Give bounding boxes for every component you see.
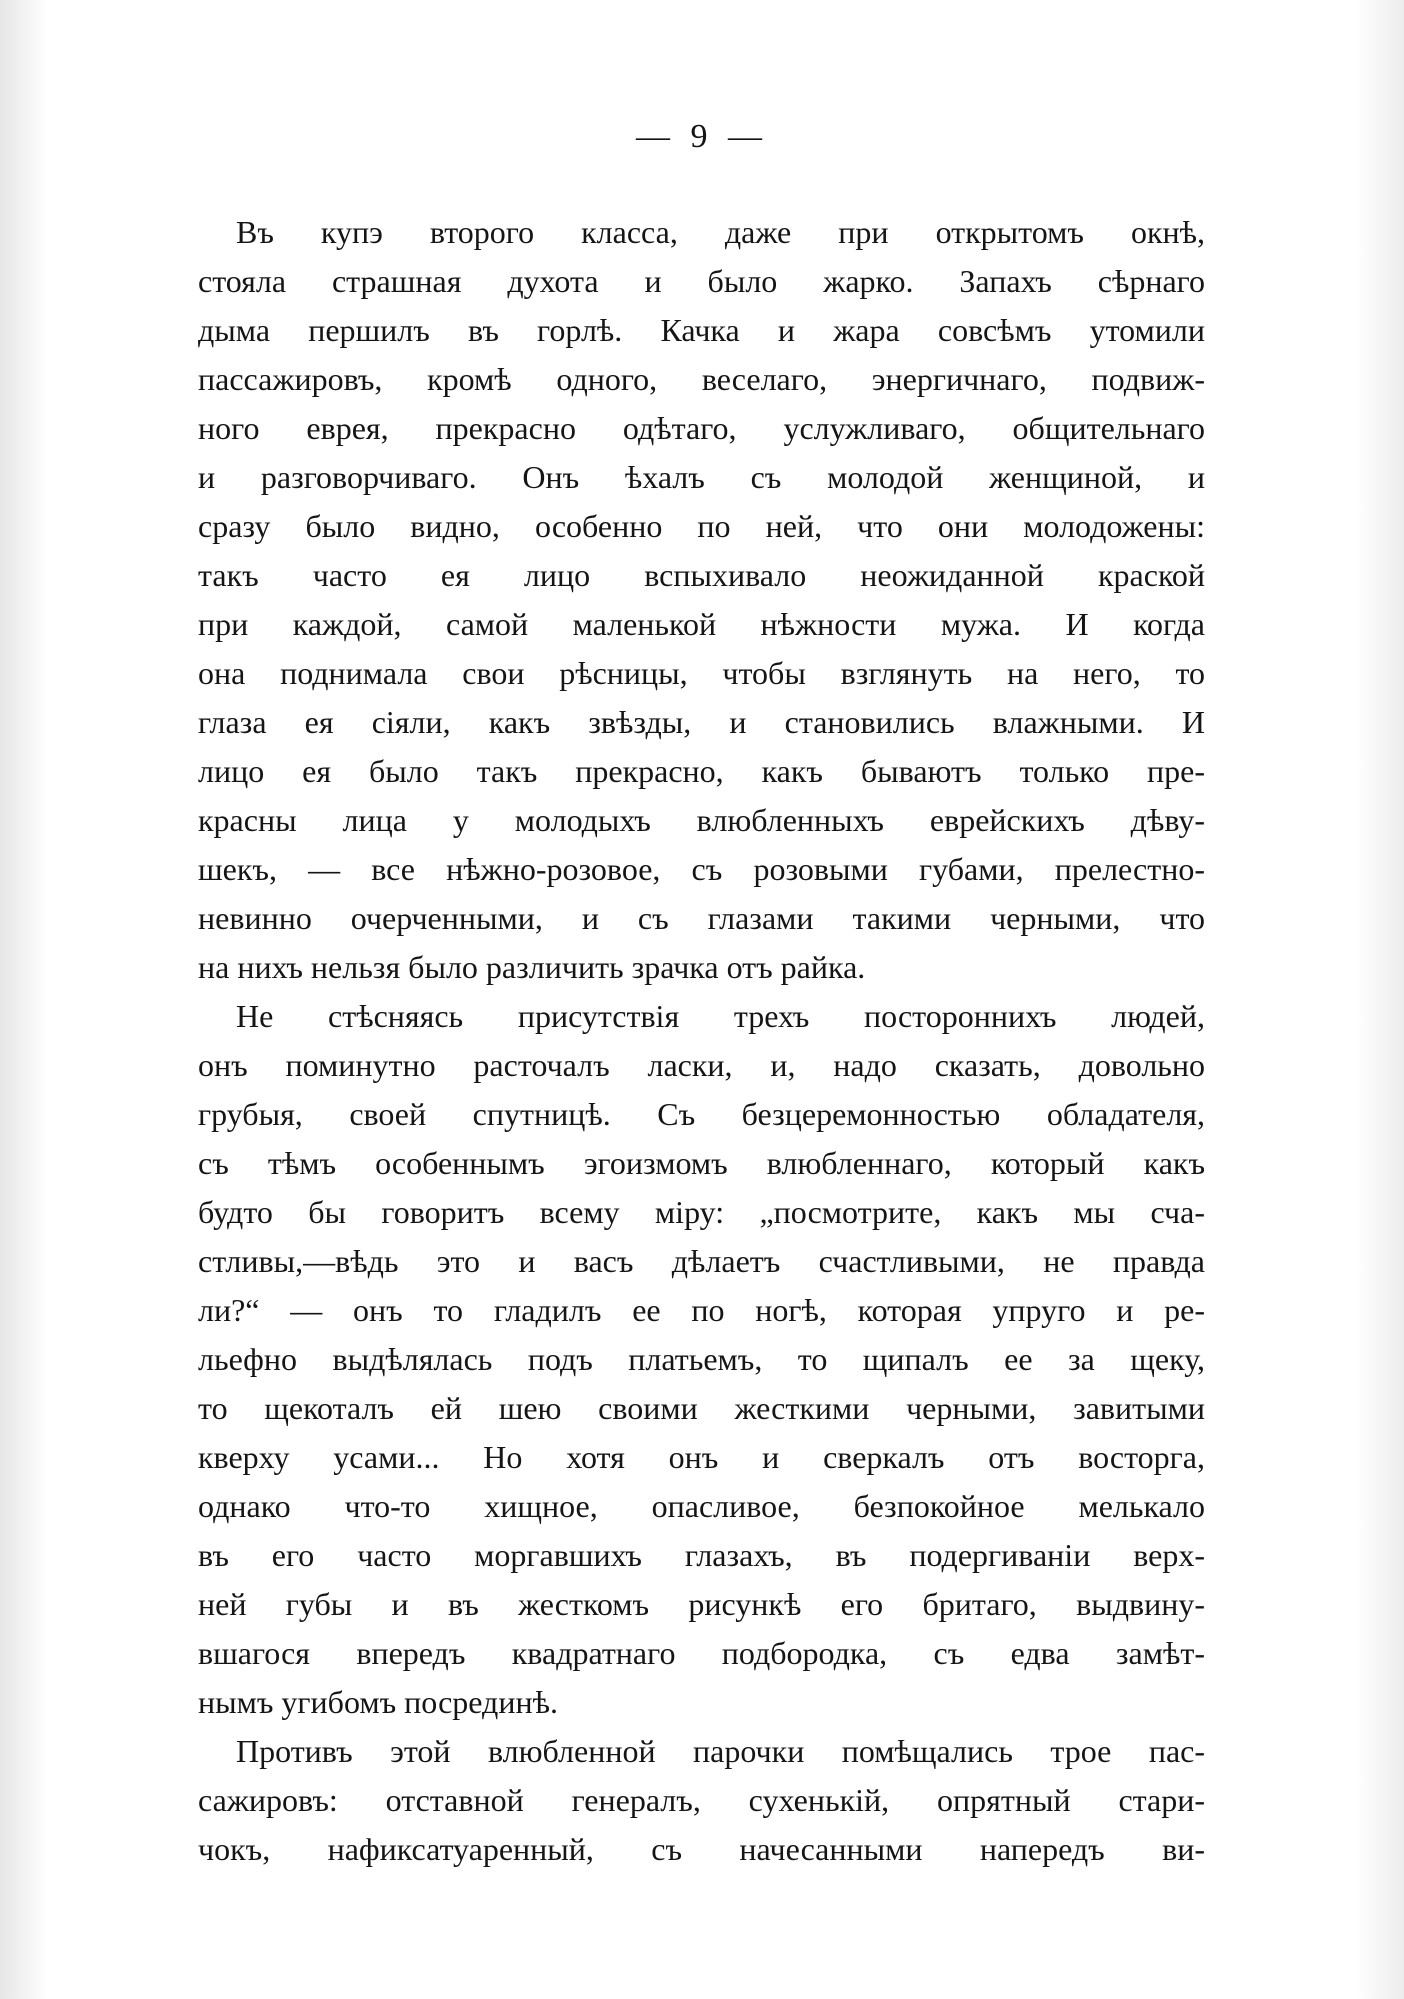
- text-line: съ тѣмъ особеннымъ эгоизмомъ влюбленнаго, который какъ: [198, 1145, 1205, 1181]
- body-text: [198, 208, 1205, 1874]
- text-line: Въ купэ второго класса, даже при открытомъ окнѣ,: [236, 214, 1205, 250]
- page-edge-shadow-left: [0, 0, 48, 1999]
- page-number: — 9 —: [636, 118, 768, 155]
- text-line: грубыя, своей спутницѣ. Съ безцеремонностью обладателя,: [198, 1096, 1205, 1132]
- text-line: такъ часто ея лицо вспыхивало неожиданной краской: [198, 557, 1205, 593]
- text-line: невинно очерченными, и съ глазами такими черными, что: [198, 900, 1205, 936]
- text-line: сажировъ: отставной генералъ, сухенькій, опрятный стари-: [198, 1782, 1205, 1818]
- text-line: глаза ея сіяли, какъ звѣзды, и становились влажными. И: [198, 704, 1205, 740]
- text-line: сразу было видно, особенно по ней, что они молодожены:: [198, 508, 1205, 544]
- text-line: ного еврея, прекрасно одѣтаго, услужливаго, общительнаго: [198, 410, 1205, 446]
- text-line: пассажировъ, кромѣ одного, веселаго, энергичнаго, подвиж-: [198, 361, 1205, 397]
- text-line: лицо ея было такъ прекрасно, какъ бываютъ только пре-: [198, 753, 1205, 789]
- page-edge-shadow-right: [1356, 0, 1404, 1999]
- text-line: красны лица у молодыхъ влюбленныхъ еврейскихъ дѣву-: [198, 802, 1205, 838]
- text-line: при каждой, самой маленькой нѣжности мужа. И когда: [198, 606, 1205, 642]
- text-line: Не стѣсняясь присутствія трехъ постороннихъ людей,: [236, 998, 1205, 1034]
- text-line: кверху усами... Но хотя онъ и сверкалъ отъ восторга,: [198, 1439, 1205, 1475]
- paragraph-2: [198, 992, 1205, 1727]
- text-line: то щекоталъ ей шею своими жесткими черными, завитыми: [198, 1390, 1205, 1426]
- text-line: онъ поминутно расточалъ ласки, и, надо сказать, довольно: [198, 1047, 1205, 1083]
- text-line: ли?“ — онъ то гладилъ ее по ногѣ, которая упруго и ре-: [198, 1292, 1205, 1328]
- text-line: стояла страшная духота и было жарко. Запахъ сѣрнаго: [198, 263, 1205, 299]
- text-line: на нихъ нельзя было различить зрачка отъ райка.: [198, 949, 866, 985]
- text-line: ней губы и въ жесткомъ рисункѣ его бритаго, выдвину-: [198, 1586, 1205, 1622]
- text-line: въ его часто моргавшихъ глазахъ, въ подергиваніи верх-: [198, 1537, 1205, 1573]
- text-line: льефно выдѣлялась подъ платьемъ, то щипалъ ее за щеку,: [198, 1341, 1205, 1377]
- text-line: будто бы говоритъ всему міру: „посмотрите, какъ мы сча-: [198, 1194, 1205, 1230]
- text-line: Противъ этой влюбленной парочки помѣщались трое пас-: [236, 1733, 1205, 1769]
- text-line: однако что-то хищное, опасливое, безпокойное мелькало: [198, 1488, 1205, 1524]
- paragraph-1: [198, 208, 1205, 992]
- paragraph-3: [198, 1727, 1205, 1874]
- text-line: нымъ угибомъ посрединѣ.: [198, 1684, 558, 1720]
- text-line: вшагося впередъ квадратнаго подбородка, съ едва замѣт-: [198, 1635, 1205, 1671]
- text-line: она поднимала свои рѣсницы, чтобы взглянуть на него, то: [198, 655, 1205, 691]
- text-line: дыма першилъ въ горлѣ. Качка и жара совсѣмъ утомили: [198, 312, 1205, 348]
- text-line: и разговорчиваго. Онъ ѣхалъ съ молодой женщиной, и: [198, 459, 1205, 495]
- text-line: чокъ, нафиксатуаренный, съ начесанными напередъ ви-: [198, 1831, 1205, 1867]
- text-line: стливы,—вѣдь это и васъ дѣлаетъ счастливыми, не правда: [198, 1243, 1205, 1279]
- text-line: шекъ, — все нѣжно-розовое, съ розовыми губами, прелестно-: [198, 851, 1205, 887]
